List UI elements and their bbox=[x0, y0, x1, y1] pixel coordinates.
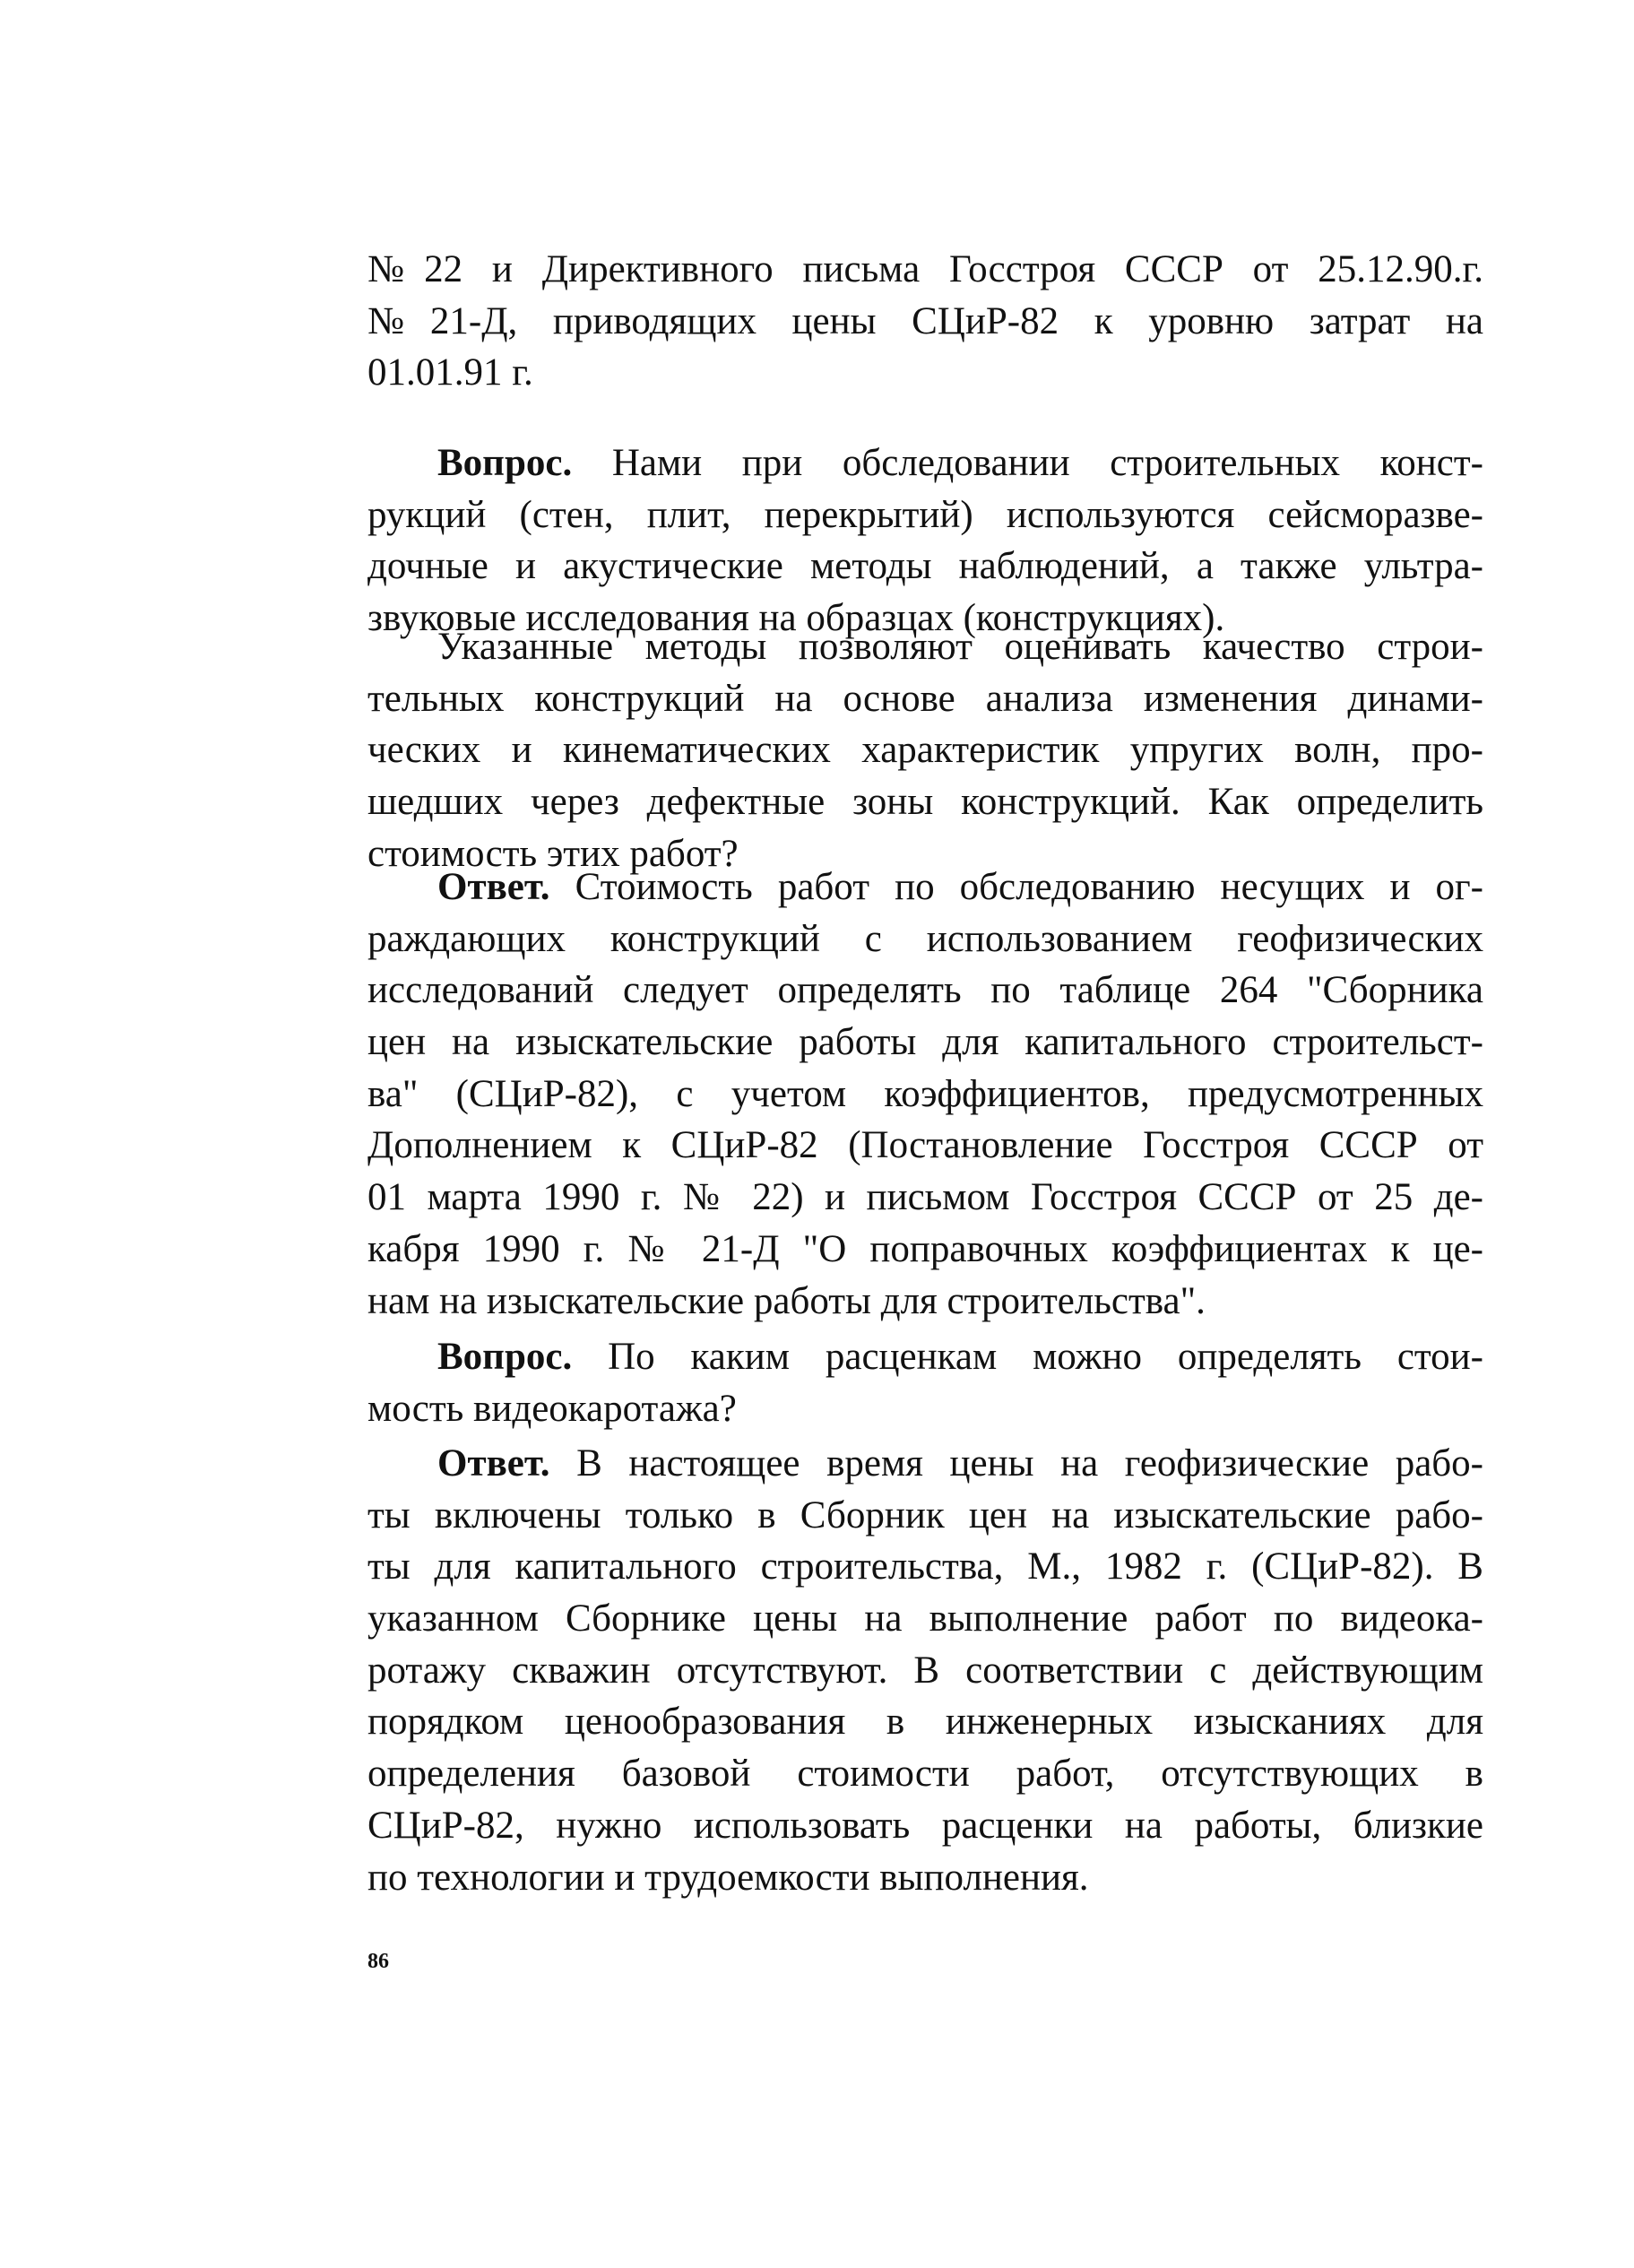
intro-paragraph bbox=[367, 244, 1483, 399]
question-1 bbox=[367, 437, 1483, 645]
text-line: кабря 1990 г. № 21-Д "О поправочных коэффициентах к це- bbox=[367, 1227, 1483, 1270]
text-line: рукций (стен, плит, перекрытий) используются сейсморазве- bbox=[367, 493, 1483, 536]
text-line: СЦиР-82, нужно использовать расценки на работы, близкие bbox=[367, 1804, 1483, 1847]
text-line: 01.01.91 г. bbox=[367, 351, 533, 394]
question-first-line bbox=[367, 437, 1483, 489]
question-label: Вопрос. bbox=[437, 1336, 573, 1378]
question-2 bbox=[367, 1331, 1483, 1434]
answer-2 bbox=[367, 1438, 1483, 1903]
text-line: №22 и Директивного письма Госстроя СССР от 25.12.90.г. bbox=[367, 248, 1483, 290]
text-line: дочные и акустические методы наблюдений, а также ультра- bbox=[367, 545, 1483, 588]
text-line: шедших через дефектные зоны конструкций. Как определить bbox=[367, 781, 1483, 824]
question-1-paragraph-2 bbox=[367, 621, 1483, 879]
question-label: Вопрос. bbox=[437, 442, 573, 484]
text-line: стоимость этих работ? bbox=[367, 832, 739, 875]
text-line: Указанные методы позволяют оценивать качество строи- bbox=[437, 626, 1483, 668]
text-fragment: Стоимость работ по обследованию несущих и ог- bbox=[575, 866, 1484, 908]
text-line: мость видеокаротажа? bbox=[367, 1387, 737, 1430]
text-fragment: По каким расценкам можно определять стои- bbox=[608, 1336, 1483, 1378]
text-line: ты включены только в Сборник цен на изыскательские рабо- bbox=[367, 1493, 1483, 1537]
text-line: 01 марта 1990 г. № 22) и письмом Госстроя СССР от 25 де- bbox=[367, 1176, 1483, 1219]
text-line: нам на изыскательские работы для строительства". bbox=[367, 1279, 1206, 1322]
text-fragment: В настоящее время цены на геофизические рабо- bbox=[576, 1442, 1484, 1485]
question-first-line bbox=[367, 1331, 1483, 1383]
text-line: ческих и кинематических характеристик упругих волн, про- bbox=[367, 729, 1483, 772]
text-line: раждающих конструкций с использованием геофизических bbox=[367, 917, 1483, 960]
text-line: №21-Д, приводящих цены СЦиР-82 к уровню затрат на bbox=[367, 299, 1483, 342]
text-line: исследований следует определять по таблице 264 "Сборника bbox=[367, 969, 1483, 1012]
text-line: тельных конструкций на основе анализа изменения динами- bbox=[367, 677, 1483, 720]
text-line: порядком ценообразования в инженерных изысканиях для bbox=[367, 1701, 1483, 1744]
answer-label: Ответ. bbox=[437, 1442, 550, 1485]
text-line: ва" (СЦиР-82), с учетом коэффициентов, предусмотренных bbox=[367, 1072, 1483, 1115]
page-number: 86 bbox=[367, 1950, 389, 1973]
text-line: Дополнением к СЦиР-82 (Постановление Госстроя СССР от bbox=[367, 1124, 1483, 1167]
answer-1 bbox=[367, 861, 1483, 1327]
text-line: ротажу скважин отсутствуют. В соответствии с действующим bbox=[367, 1649, 1483, 1692]
text-line: цен на изыскательские работы для капитального строительст- bbox=[367, 1021, 1483, 1064]
text-line: ты для капитального строительства, М., 1982 г. (СЦиР-82). В bbox=[367, 1545, 1483, 1588]
answer-label: Ответ. bbox=[437, 866, 550, 908]
answer-first-line bbox=[367, 1438, 1483, 1490]
text-fragment: Нами при обследовании строительных конст- bbox=[611, 442, 1483, 484]
answer-first-line bbox=[367, 861, 1483, 913]
text-line: указанном Сборнике цены на выполнение работ по видеока- bbox=[367, 1597, 1483, 1640]
text-line: звуковые исследования на образцах (конструкциях). bbox=[367, 597, 1225, 640]
text-line: по технологии и трудоемкости выполнения. bbox=[367, 1856, 1089, 1899]
text-line: определения базовой стоимости работ, отсутствующих в bbox=[367, 1753, 1483, 1796]
